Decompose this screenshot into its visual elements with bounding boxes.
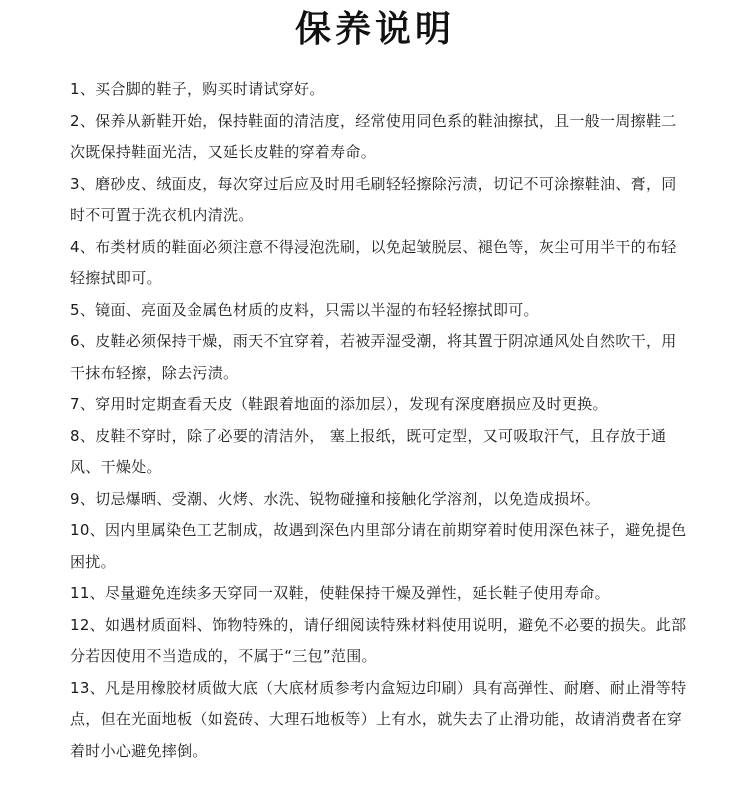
list-item: 7、穿用时定期查看天皮（鞋跟着地面的添加层），发现有深度磨损应及时更换。 <box>70 395 608 413</box>
list-item: 11、尽量避免连续多天穿同一双鞋，使鞋保持干燥及弹性，延长鞋子使用寿命。 <box>70 584 610 602</box>
care-instructions-list <box>70 74 690 767</box>
list-item: 6、皮鞋必须保持干燥，雨天不宜穿着，若被弄湿受潮，将其置于阴凉通风处自然吹干，用干抹布轻擦，除去污渍。 <box>70 332 677 382</box>
list-item: 5、镜面、亮面及金属色材质的皮料，只需以半湿的布轻轻擦拭即可。 <box>70 300 539 319</box>
list-item: 9、切忌爆晒、受潮、火烤、水洗、锐物碰撞和接触化学溶剂，以免造成损坏。 <box>70 489 601 508</box>
list-item: 2、保养从新鞋开始，保持鞋面的清洁度，经常使用同色系的鞋油擦拭，且一般一周擦鞋二次既保持鞋面光洁，又延长皮鞋的穿着寿命。 <box>70 111 677 161</box>
list-item: 13、凡是用橡胶材质做大底（大底材质参考内盒短边印刷）具有高弹性、耐磨、耐止滑等特点，但在光面地板（如瓷砖、大理石地板等）上有水，就失去了止滑功能，故请消费者在穿着时小心避免摔倒。 <box>70 678 687 760</box>
list-item: 10、因内里属染色工艺制成，故遇到深色内里部分请在前期穿着时使用深色袜子，避免提色困扰。 <box>70 521 687 571</box>
list-item: 3、磨砂皮、绒面皮，每次穿过后应及时用毛刷轻轻擦除污渍，切记不可涂擦鞋油、膏，同时不可置于洗衣机内清洗。 <box>70 174 677 224</box>
list-item: 12、如遇材质面料、饰物特殊的，请仔细阅读特殊材料使用说明，避免不必要的损失。此部分若因使用不当造成的，不属于“三包”范围。 <box>70 615 687 665</box>
list-item: 8、皮鞋不穿时，除了必要的清洁外， 塞上报纸，既可定型，又可吸取汗气，且存放于通风、干燥处。 <box>70 426 667 476</box>
list-item: 4、布类材质的鞋面必须注意不得浸泡洗刷，以免起皱脱层、褪色等，灰尘可用半干的布轻轻擦拭即可。 <box>70 237 677 287</box>
page-title: 保养说明 <box>294 9 455 50</box>
list-item: 1、买合脚的鞋子，购买时请试穿好。 <box>70 80 325 98</box>
